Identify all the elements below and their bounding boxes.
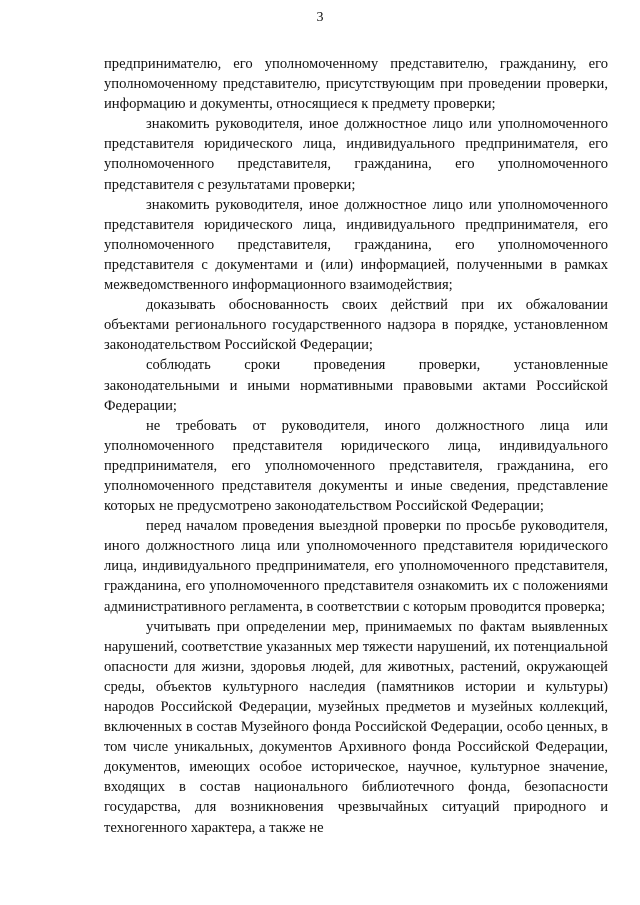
paragraph-7: перед началом проведения выездной проверки по просьбе руководителя, иного должностного лица или уполномоченного представителя юридического лица, индивидуального предпринимателя, его уполномоченного представителя, гражданина, его уполномоченного представителя ознакомить их с положениями административного регламента, в соответствии с которым проводится проверка; <box>104 518 608 615</box>
paragraph-3: знакомить руководителя, иное должностное лицо или уполномоченного представителя юридического лица, индивидуального предпринимателя, его уполномоченного представителя, гражданина, его уполномоченного представителя с документами и (или) информацией, полученными в рамках межведомственного информационного взаимодействия; <box>104 196 608 294</box>
document-body <box>104 54 608 838</box>
page-number: 3 <box>316 10 324 25</box>
paragraph-5: соблюдать сроки проведения проверки, установленные законодательными и иными нормативными правовыми актами Российской Федерации; <box>104 357 608 414</box>
paragraph-4: доказывать обоснованность своих действий при их обжаловании объектами регионального государственного надзора в порядке, установленном законодательством Российской Федерации; <box>104 297 608 354</box>
paragraph-2: знакомить руководителя, иное должностное лицо или уполномоченного представителя юридического лица, индивидуального предпринимателя, его уполномоченного представителя, гражданина, его уполномоченного представителя с результатами проверки; <box>104 116 608 193</box>
paragraph-8: учитывать при определении мер, принимаемых по фактам выявленных нарушений, соответствие указанных мер тяжести нарушений, их потенциальной опасности для жизни, здоровья людей, для животных, растений, окружающей среды, объектов культурного наследия (памятников истории и культуры) народов Российской Федерации, музейных предметов и музейных коллекций, включенных в состав Музейного фонда Российской Федерации, особо ценных, в том числе уникальных, документов Архивного фонда Российской Федерации, документов, имеющих особое историческое, научное, культурное значение, входящих в состав национального библиотечного фонда, безопасности государства, для возникновения чрезвычайных ситуаций природного и техногенного характера, а также не <box>104 618 608 836</box>
paragraph-1: предпринимателю, его уполномоченному представителю, гражданину, его уполномоченному представителю, присутствующим при проведении проверки, информацию и документы, относящиеся к предмету проверки; <box>104 56 608 113</box>
paragraph-6: не требовать от руководителя, иного должностного лица или уполномоченного представителя юридического лица, индивидуального предпринимателя, его уполномоченного представителя, гражданина, его уполномоченного представителя документы и иные сведения, представление которых не предусмотрено законодательством Российской Федерации; <box>104 417 608 515</box>
